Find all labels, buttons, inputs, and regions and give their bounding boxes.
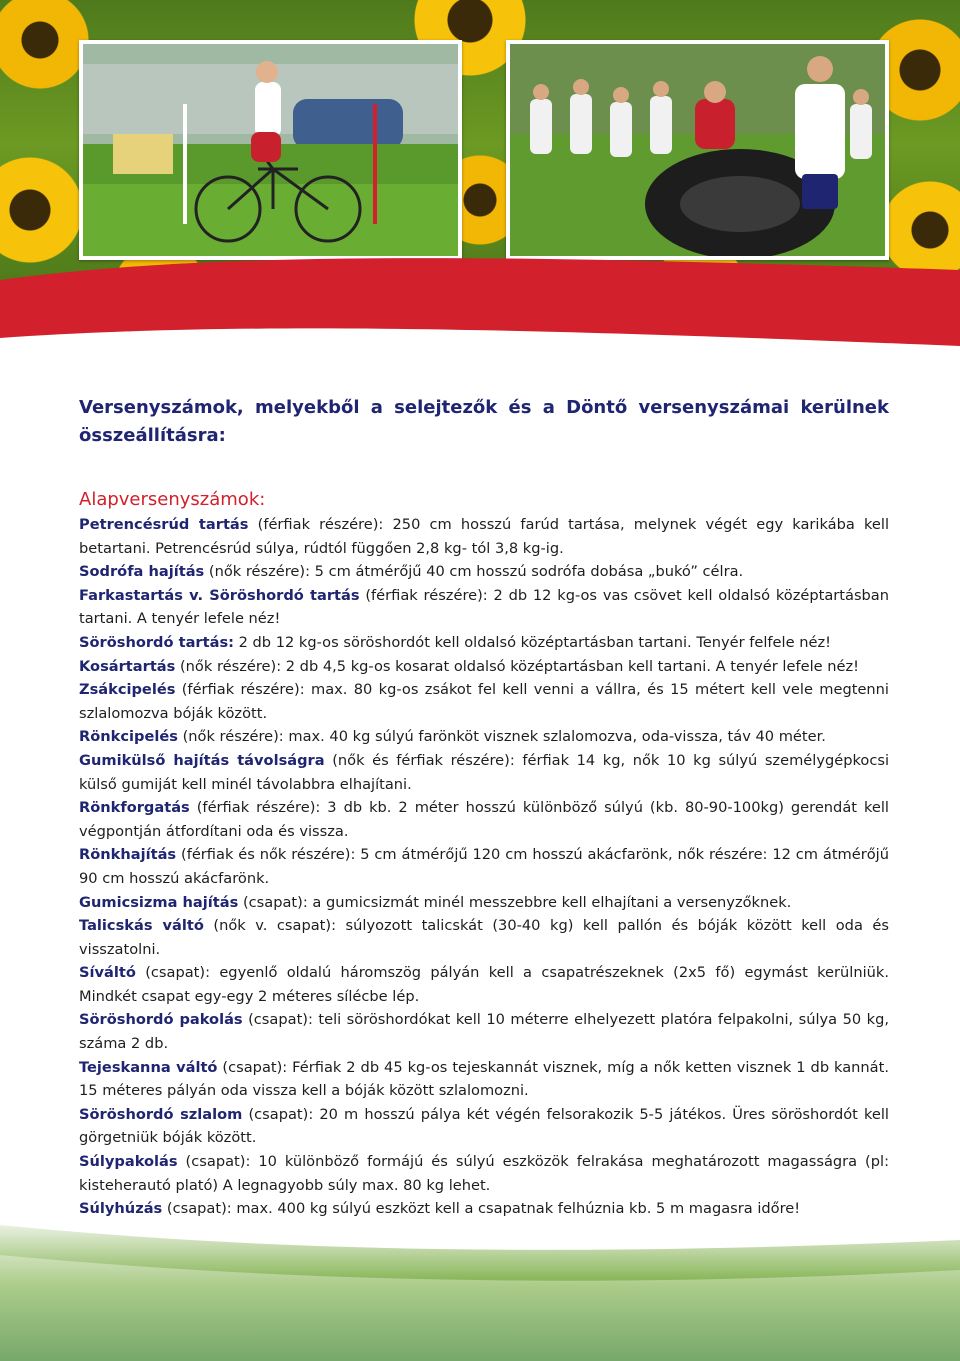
- event-description: (csapat): Férfiak 2 db 45 kg-os tejeskannát visznek, míg a nők ketten visznek 1 db kannát. 15 méteres pályán oda vissza kell a bóják között szlalomozni.: [79, 1058, 889, 1100]
- event-description: (csapat): teli söröshordókat kell 10 méterre elhelyezett platóra felpakolni, súlya 50 kg, száma 2 db.: [79, 1011, 889, 1053]
- event-item: [79, 749, 889, 796]
- event-term: Tejeskanna váltó: [79, 1058, 218, 1076]
- event-term: Sodrófa hajítás: [79, 563, 205, 581]
- event-item: [79, 560, 889, 584]
- event-term: Rönkhajítás: [79, 846, 177, 864]
- event-term: Talicskás váltó: [79, 917, 204, 935]
- event-term: Rönkforgatás: [79, 799, 190, 817]
- event-item: [79, 891, 889, 915]
- event-description: (férfiak részére): max. 80 kg-os zsákot fel kell venni a vállra, és 15 métert kell vele megtenni szlalomozva bóják között.: [79, 681, 889, 722]
- event-term: Gumikülső hajítás távolságra: [79, 751, 325, 769]
- event-description: (csapat): max. 400 kg súlyú eszközt kell a csapatnak felhúznia kb. 5 m magasra időre!: [162, 1200, 801, 1218]
- event-item: [79, 914, 889, 961]
- photo-bicycle: [79, 40, 462, 260]
- event-term: Súlyhúzás: [79, 1200, 163, 1218]
- event-term: Zsákcipelés: [79, 681, 176, 699]
- bicycle-race-illustration: [83, 44, 458, 256]
- tire-flip-illustration: [510, 44, 885, 256]
- event-item: [79, 1056, 889, 1103]
- event-item: [79, 796, 889, 843]
- event-description: (férfiak részére): 3 db kb. 2 méter hosszú különböző súlyú (kb. 80-90-100kg) gerendát kell végpontján átfordítani oda és vissza.: [79, 799, 889, 840]
- red-wave-stripe: [0, 250, 960, 360]
- footer-wave: [0, 1215, 960, 1361]
- page-title: Versenyszámok, melyekből a selejtezők és a Döntő versenyszámai kerülnek összeállításra:: [79, 397, 889, 446]
- event-item: [79, 584, 889, 631]
- event-description: (csapat): a gumicsizmát minél messzebbre kell elhajítani a versenyzőknek.: [238, 893, 792, 911]
- event-description: (nők v. csapat): súlyozott talicskát (30-40 kg) kell pallón és bóják között kell oda és visszatolni.: [79, 917, 889, 958]
- event-term: Kosártartás: [79, 657, 176, 675]
- event-description: (nők részére): max. 40 kg súlyú farönköt visznek szlalomozva, oda-vissza, táv 40 méter.: [177, 728, 826, 746]
- event-description: (férfiak és nők részére): 5 cm átmérőjű 120 cm hosszú akácfarönk, nők részére: 12 cm átmérőjű 90 cm hosszú akácfarönk.: [79, 846, 889, 887]
- event-item: [79, 631, 889, 655]
- event-description: (férfiak részére): 2 db 12 kg-os vas csövet kell oldalsó középtartásban tartani. A tenyér lefele néz!: [79, 586, 890, 628]
- event-term: Síváltó: [79, 964, 136, 982]
- event-description: (nők és férfiak részére): férfiak 14 kg, nők 10 kg súlyú személygépkocsi külső gumiját kell minél távolabbra elhajítani.: [79, 751, 889, 793]
- photo-tire-flip: [506, 40, 889, 260]
- header-banner: [0, 0, 960, 360]
- event-term: Petrencésrúd tartás: [79, 516, 249, 533]
- event-item: [79, 513, 889, 560]
- main-content: [79, 394, 889, 1221]
- event-term: Söröshordó tartás:: [79, 633, 234, 651]
- event-description: (csapat): egyenlő oldalú háromszög pályán kell a csapatrészeknek (2x5 fő) egymást kerülniük. Mindkét csapat egy-egy 2 méteres sílécbe lép.: [79, 964, 889, 1005]
- section-heading: Alapversenyszámok:: [79, 489, 266, 510]
- event-item: [79, 725, 889, 749]
- event-item: [79, 961, 889, 1008]
- event-description: (nők részére): 2 db 4,5 kg-os kosarat oldalsó középtartásban kell tartani. A tenyér lefele néz!: [175, 657, 859, 675]
- event-description: (csapat): 20 m hosszú pálya két végén felsorakozik 5-5 játékos. Üres söröshordót kell görgetniük bóják között.: [79, 1105, 889, 1147]
- event-item: [79, 843, 889, 890]
- event-description: (csapat): 10 különböző formájú és súlyú eszközök felrakása meghatározott magasságra (pl: kisteherautó plató) A legnagyobb súly max. 80 kg lehet.: [79, 1153, 889, 1194]
- event-item: [79, 655, 889, 679]
- event-term: Gumicsizma hajítás: [79, 893, 239, 911]
- event-term: Farkastartás v. Söröshordó tartás: [79, 586, 360, 604]
- event-item: [79, 1103, 889, 1150]
- event-term: Söröshordó pakolás: [79, 1011, 243, 1029]
- event-item: [79, 678, 889, 725]
- event-item: [79, 1008, 889, 1055]
- event-description: 2 db 12 kg-os söröshordót kell oldalsó középtartásban tartani. Tenyér felfele néz!: [233, 633, 831, 651]
- event-term: Rönkcipelés: [79, 728, 178, 746]
- event-term: Söröshordó szlalom: [79, 1105, 243, 1123]
- event-term: Súlypakolás: [79, 1153, 178, 1171]
- event-item: [79, 1150, 889, 1197]
- event-description: (férfiak részére): 250 cm hosszú farúd tartása, melynek végét egy karikába kell betartani. Petrencésrúd súlya, rúdtól függően 2,8 kg- tól 3,8 kg-ig.: [79, 516, 890, 557]
- event-description: (nők részére): 5 cm átmérőjű 40 cm hosszú sodrófa dobása „bukó” célra.: [204, 563, 744, 581]
